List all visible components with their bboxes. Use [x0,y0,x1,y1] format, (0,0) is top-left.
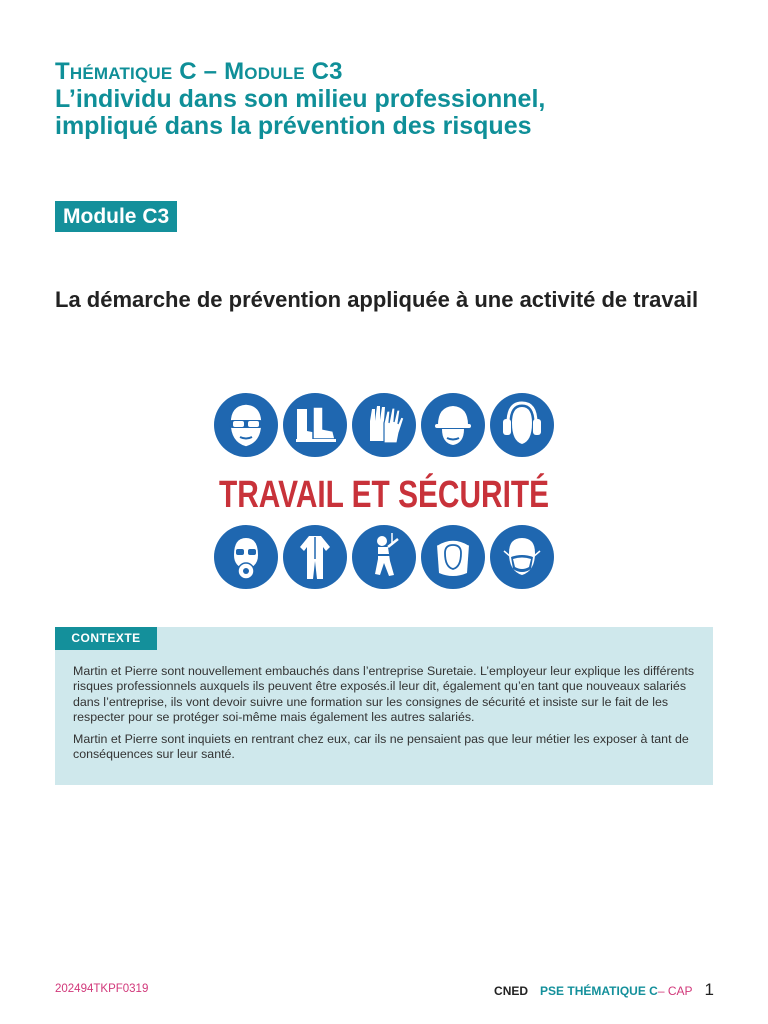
banner-title [214,467,640,517]
safety-glasses-icon [214,393,278,457]
safety-banner [214,393,640,589]
page-number: 1 [704,980,714,999]
coverall-icon [283,525,347,589]
page-header [55,58,735,140]
footer-level: – CAP [657,984,693,998]
bottom-icon-row [214,525,554,589]
module-badge: Module C3 [55,201,177,232]
context-label: CONTEXTE [55,627,157,650]
face-shield-icon [421,525,485,589]
banner-title-text: TRAVAIL ET SÉCURITÉ [219,474,640,516]
module-subtitle-line2: impliqué dans la prévention des risques [55,112,532,140]
ear-protection-icon [490,393,554,457]
page-footer [494,980,714,1000]
context-box [55,627,713,785]
footer-course: PSE THÉMATIQUE C [540,984,658,998]
safety-harness-icon [352,525,416,589]
top-icon-row [214,393,554,457]
section-title: La démarche de prévention appliquée à une activité de travail [55,287,699,312]
helmet-icon [421,393,485,457]
safety-boots-icon [283,393,347,457]
module-subtitle-line1: L’individu dans son milieu professionnel, [55,85,546,113]
context-paragraph-1: Martin et Pierre sont nouvellement embauchés dans l’entreprise Suretaie. L’employeur leur explique les différents risques professionnels auxquels ils peuvent être exposés.il leur dit, également qu’en tant que nouveaux salariés dans l’entreprise, ils vont devoir suivre une formation sur les consignes de sécurité et insiste sur le fait de les respecter pour se protéger soi-même mais également les autres salariés. [73,664,695,725]
document-reference: 202494TKPF0319 [55,983,149,995]
context-paragraph-2: Martin et Pierre sont inquiets en rentrant chez eux, car ils ne pensaient pas que leur métier les exposer à tant de conséquences sur leur santé. [73,731,689,762]
thematic-title: Thématique C – Module C3 [55,58,343,85]
gas-mask-icon [214,525,278,589]
context-text [73,664,703,762]
dust-mask-icon [490,525,554,589]
gloves-icon [352,393,416,457]
footer-publisher: CNED [494,984,529,998]
